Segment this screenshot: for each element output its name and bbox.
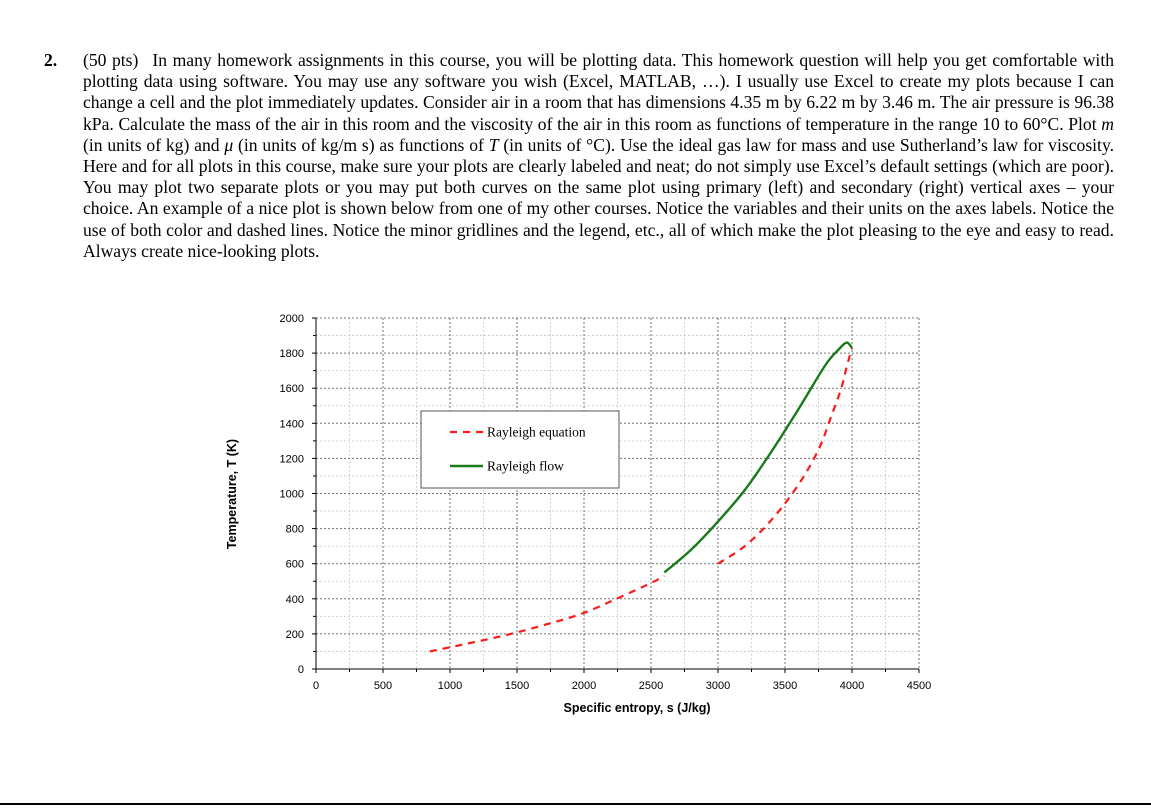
x-tick-label: 4000	[839, 680, 865, 692]
tick-labels	[280, 313, 932, 692]
x-axis-label: Specific entropy, s (J/kg)	[563, 701, 711, 715]
y-tick-label: 1400	[279, 418, 304, 431]
y-tick-label: 1200	[279, 453, 304, 466]
x-tick-label: 1500	[504, 680, 530, 692]
symbol-T: T	[488, 134, 499, 155]
legend-box	[421, 411, 619, 488]
symbol-mu: μ	[224, 134, 234, 155]
bottom-rule	[0, 803, 1151, 805]
x-tick-label: 4500	[906, 680, 932, 692]
x-tick-label: 2500	[638, 680, 664, 692]
x-tick-label: 2000	[571, 680, 597, 692]
x-tick-label: 500	[373, 680, 393, 692]
y-tick-label: 2000	[279, 313, 304, 325]
problem-number: 2.	[44, 50, 58, 70]
y-tick-label: 600	[285, 558, 304, 571]
series-rayleigh-flow	[664, 343, 852, 573]
problem-text-2: (in units of kg) and	[83, 134, 220, 155]
x-tick-label: 1000	[437, 680, 463, 692]
y-axis-label: Temperature, T (K)	[225, 438, 239, 550]
problem-text-3: (in units of kg/m s) as functions of	[238, 134, 484, 155]
y-tick-label: 0	[297, 664, 304, 676]
legend-label-rayleigh-flow: Rayleigh flow	[487, 458, 564, 474]
series-layer	[430, 343, 852, 652]
legend-label-rayleigh-equation: Rayleigh equation	[487, 424, 586, 440]
symbol-m: m	[1101, 113, 1114, 134]
y-tick-label: 400	[285, 593, 304, 606]
problem-text-4: (in units of °C). Use the ideal gas law for mass and use Sutherland’s law for viscosity. Here and for all plots in this course, make sure your plots are clearly labeled and neat; do not simply use Excel’s default settings (which are poor). You may plot two separate plots or you may put both curves on the same plot using primary (left) and secondary (right) vertical axes – your choice. An example of a nice plot is shown below from one of my other courses. Notice the variables and their units on the axes labels. Notice the use of both color and dashed lines. Notice the minor gridlines and the legend, etc., all of which make the plot pleasing to the eye and easy to read. Always create nice-looking plots.	[83, 134, 1114, 261]
y-tick-label: 1000	[279, 488, 304, 501]
y-tick-label: 1800	[279, 348, 304, 361]
x-tick-label: 3500	[772, 680, 798, 692]
problem-text-1: In many homework assignments in this course, you will be plotting data. This homework question will help you get comfortable with plotting data using software. You may use any software you wish (Excel, MATLAB, …). I usually use Excel to create my plots because I can change a cell and the plot immediately updates. Consider air in a room that has dimensions 4.35 m by 6.22 m by 3.46 m. The air pressure is 96.38 kPa. Calculate the mass of the air in this room and the viscosity of the air in this room as functions of temperature in the range 10 to 60°C. Plot	[83, 50, 1115, 134]
problem-points: (50 pts)	[83, 50, 139, 70]
series-rayleigh-equation	[430, 576, 665, 651]
x-tick-label: 3000	[705, 680, 731, 692]
legend	[421, 411, 619, 488]
y-tick-label: 800	[285, 523, 304, 536]
y-tick-label: 1600	[279, 383, 304, 396]
x-tick-label: 0	[312, 680, 320, 692]
y-tick-label: 200	[285, 628, 304, 641]
